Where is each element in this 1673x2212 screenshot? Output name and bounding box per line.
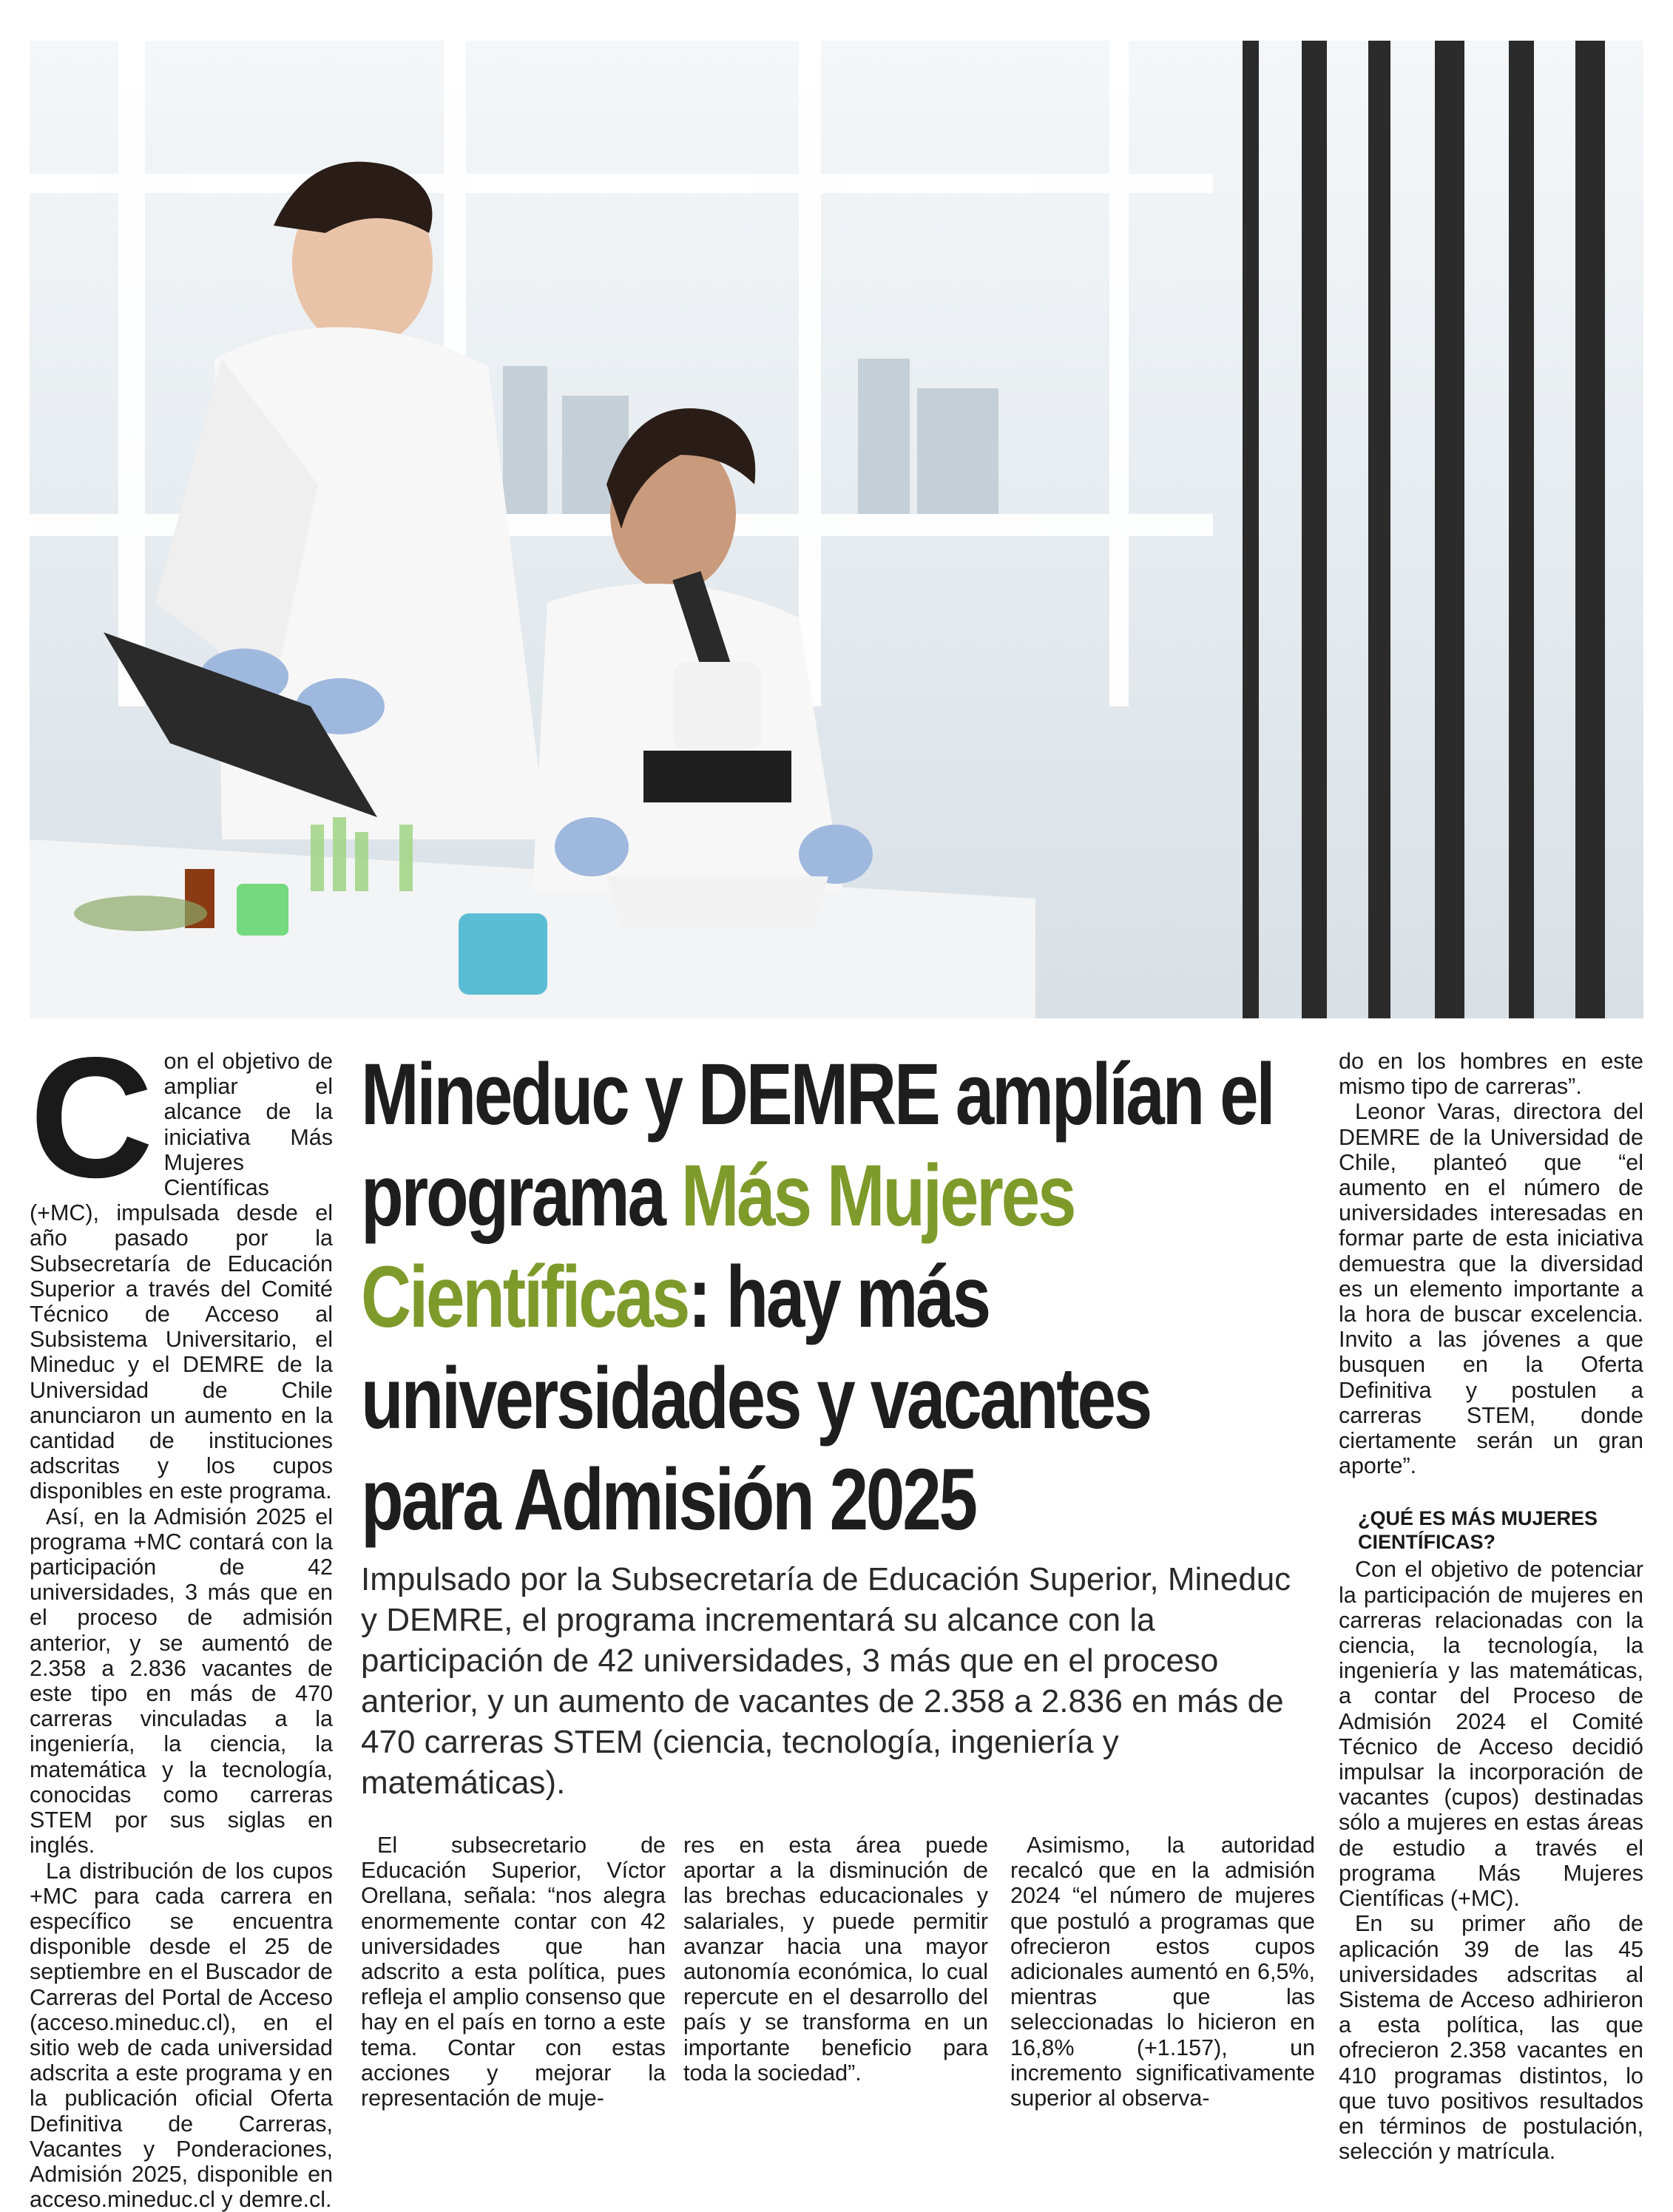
column-4 [1010,1833,1315,2111]
column-5 [1339,1049,1643,2164]
paragraph-5: res en esta área puede aportar a la disminución de las brechas educacionales y salariales, y puede permitir avanzar hacia una mayor autonomía económica, lo cual repercute en el desarrollo del país y se transforma en un importante beneficio para toda la sociedad”. [683,1833,988,2086]
paragraph-1: Con el objetivo de ampliar el alcance de la iniciativa Más Mujeres Científicas (+MC), impulsada desde el año pasado por la Subsecretaría de Educación Superior a través del Comité Técnico de Acceso al Subsistema Universitario, el Mineduc y el DEMRE de la Universidad de Chile anunciaron un aumento en la cantidad de instituciones adscritas y los cupos disponibles en este programa. [30,1049,333,1504]
paragraph-8: Leonor Varas, directora del DEMRE de la Universidad de Chile, planteó que “el aumento en el número de universidades interesadas en formar parte de esta iniciativa demuestra que la diversidad es un elemento importante a la hora de buscar excelencia. Invito a las jóvenes a que busquen en la Oferta Definitiva y postulen a carreras STEM, donde ciertamente serán un gran aporte”. [1339,1099,1643,1478]
column-2 [361,1833,666,2111]
headline: Mineduc y DEMRE amplían el programa Más Mujeres Científicas: hay más universidades y vacantes para Admisión 2025 [361,1044,1302,1551]
column-1 [30,1049,333,2212]
paragraph-9: Con el objetivo de potenciar la participación de mujeres en carreras relacionadas con la ciencia, la tecnología, la ingeniería y las matemáticas, a contar del Proceso de Admisión 2024 el Comité Técnico de Acceso decidió impulsar la incorporación de vacantes (cupos) destinadas sólo a mujeres en estas áreas de estudio a través el programa Más Mujeres Científicas (+MC). [1339,1557,1643,1911]
lab-photo [30,41,1643,1018]
section-subhead: ¿QUÉ ES MÁS MUJERES CIENTÍFICAS? [1358,1506,1643,1554]
drop-cap: C [30,1053,154,1183]
lab-photo-illustration [30,41,1643,1018]
deck: Impulsado por la Subsecretaría de Educación Superior, Mineduc y DEMRE, el programa incrementará su alcance con la participación de 42 universidades, 3 más que en el proceso anterior, y un aumento de vacantes de 2.358 a 2.836 en más de 470 carreras STEM (ciencia, tecnología, ingeniería y matemáticas). [361,1559,1300,1803]
paragraph-3: La distribución de los cupos +MC para cada carrera en específico se encuentra disponible desde el 25 de septiembre en el Buscador de Carreras del Portal de Acceso (acceso.mineduc.cl), en el sitio web de cada universidad adscrita a este programa y en la publicación oficial Oferta Definitiva de Carreras, Vacantes y Ponderaciones, Admisión 2025, disponible en acceso.mineduc.cl y demre.cl. [30,1858,333,2212]
paragraph-6: Asimismo, la autoridad recalcó que en la admisión 2024 “el número de mujeres que postuló a programas que ofrecieron estos cupos adicionales aumentó en 6,5%, mientras que las seleccionadas lo hicieron en 16,8% (+1.157), un incremento significativamente superior al observa- [1010,1833,1315,2111]
column-3 [683,1833,988,2086]
paragraph-10: En su primer año de aplicación 39 de las 45 universidades adscritas al Sistema de Acceso adhirieron a esta política, las que ofrecieron 2.358 vacantes en 410 programas distintos, lo que tuvo positivos resultados en términos de postulación, selección y matrícula. [1339,1911,1643,2164]
paragraph-7: do en los hombres en este mismo tipo de carreras”. [1339,1049,1643,1099]
paragraph-4: El subsecretario de Educación Superior, Víctor Orellana, señala: “nos alegra enormemente contar con 42 universidades que han adscrito a esta política, pues refleja el amplio consenso que hay en el país en torno a este tema. Contar con estas acciones y mejorar la representación de muje- [361,1833,666,2111]
headline-highlight: Más Mujeres Científicas [361,1147,1074,1346]
paragraph-2: Así, en la Admisión 2025 el programa +MC contará con la participación de 42 universidades, 3 más que en el proceso de admisión anterior, y se aumentó de 2.358 a 2.836 vacantes de este tipo en más de 470 carreras vinculadas a la ingeniería, la ciencia, la matemática y la tecnología, conocidas como carreras STEM por sus siglas en inglés. [30,1504,333,1858]
